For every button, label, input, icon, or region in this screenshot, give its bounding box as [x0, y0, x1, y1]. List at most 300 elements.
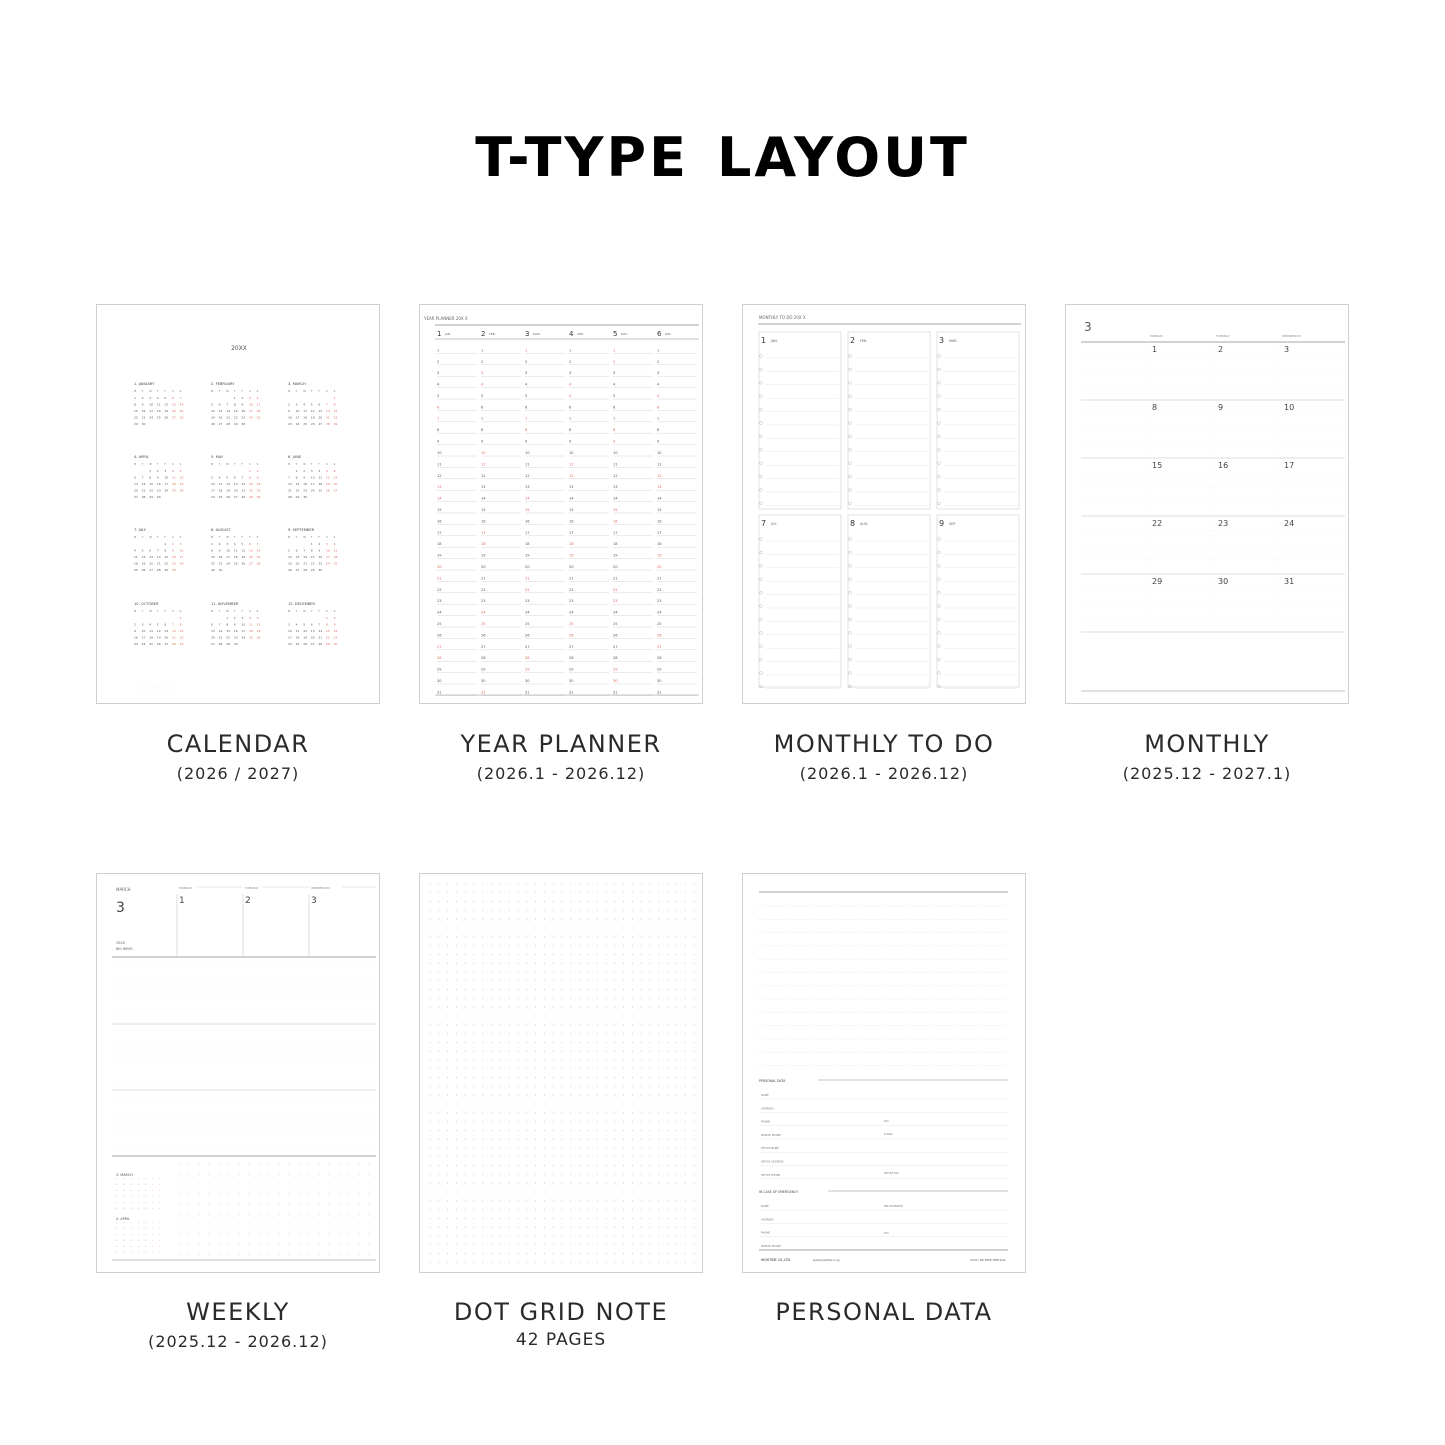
dot-grid-dot [465, 883, 466, 884]
dot-grid-dot [553, 1235, 554, 1236]
dot-grid-dot [597, 1200, 598, 1201]
dot-grid-dot [649, 1033, 650, 1034]
calendar-day: 18 [156, 409, 161, 413]
calendar-day: 26 [303, 642, 308, 646]
year-planner-day: 23 [481, 599, 486, 604]
calendar-day: 30 [318, 568, 323, 572]
dot-grid-dot [456, 945, 457, 946]
dot-grid-dot [526, 971, 527, 972]
dot-grid-dot [517, 1095, 518, 1096]
dot-grid-dot [579, 901, 580, 902]
calendar-day: 18 [303, 415, 308, 420]
dot-grid-dot [605, 1209, 606, 1210]
dot-grid-dot [473, 1165, 474, 1166]
year-planner-day: 15 [525, 508, 530, 512]
dot-grid-dot [465, 1209, 466, 1210]
calendar-day: 27 [211, 642, 215, 646]
dot-grid-dot [465, 1262, 466, 1263]
year-planner-day: 12 [481, 473, 486, 478]
dot-grid-dot [456, 954, 457, 955]
weekly-mini-day: · [137, 1250, 139, 1255]
dot-grid-dot [553, 883, 554, 884]
dot-grid-dot [526, 1007, 527, 1008]
dot-grid-dot [456, 1042, 457, 1043]
dot-grid-dot [658, 883, 659, 884]
year-planner-day: 23 [613, 599, 618, 604]
dot-grid-dot [588, 1121, 589, 1122]
dot-grid-dot [517, 936, 518, 937]
dot-grid-dot [553, 919, 554, 920]
dot-grid-dot [667, 1200, 668, 1201]
calendar-day: 7 [179, 396, 182, 400]
calendar-weekday: F [164, 536, 166, 539]
monthly-todo-checkbox [938, 448, 941, 451]
calendar-day: 5 [241, 542, 244, 546]
dot-grid-dot [588, 1015, 589, 1016]
dot-grid-dot [632, 1103, 633, 1104]
dot-grid-dot [491, 1077, 492, 1078]
dot-grid-dot [509, 1227, 510, 1228]
caption-calendar: CALENDAR [166, 730, 310, 758]
weekly-mini-day: · [137, 1194, 139, 1199]
dot-grid-dot [693, 998, 694, 999]
dot-grid-dot [500, 1200, 501, 1201]
dot-grid-dot [438, 1121, 439, 1122]
dot-grid-dot [561, 1147, 562, 1148]
dot-grid-dot [473, 1024, 474, 1025]
weekly-dot [179, 1234, 180, 1235]
dot-grid-dot [623, 1130, 624, 1131]
dot-grid-dot [544, 1200, 545, 1201]
dot-grid-dot [667, 1209, 668, 1210]
dot-grid-dot [429, 1086, 430, 1087]
dot-grid-dot [429, 1139, 430, 1140]
dot-grid-dot [597, 1174, 598, 1175]
calendar-weekday: F [241, 610, 243, 613]
dot-grid-dot [438, 1218, 439, 1219]
weekly-dot [299, 1194, 300, 1195]
calendar-weekday: W [303, 536, 306, 539]
dot-grid-dot [641, 1147, 642, 1148]
dot-grid-dot [535, 963, 536, 964]
dot-grid-dot [517, 1165, 518, 1166]
calendar-day: 5 [310, 402, 313, 407]
year-planner-day: 12 [569, 473, 574, 478]
dot-grid-dot [667, 1235, 668, 1236]
dot-grid-dot [570, 963, 571, 964]
year-planner-day: 11 [657, 462, 662, 467]
weekly-dot [359, 1224, 360, 1225]
dot-grid-dot [447, 1200, 448, 1201]
monthly-todo-checkbox [938, 578, 941, 581]
dot-grid-dot [641, 1139, 642, 1140]
dot-grid-dot [544, 1156, 545, 1157]
calendar-weekday: W [303, 390, 306, 393]
caption-monthly-todo: MONTHLY TO DO [773, 730, 995, 758]
calendar-month-label: 9. SEPTEMBER [288, 528, 315, 532]
dot-grid-dot [447, 883, 448, 884]
dot-grid-dot [438, 1024, 439, 1025]
personal-data-field: OFFICE ADDRESS [761, 1160, 784, 1164]
dot-grid-dot [473, 998, 474, 999]
dot-grid-dot [447, 1086, 448, 1087]
calendar-day: 3 [310, 469, 313, 473]
calendar-weekday: T [295, 463, 298, 466]
dot-grid-dot [570, 1165, 571, 1166]
dot-grid-dot [526, 1112, 527, 1113]
weekly-dot [269, 1244, 270, 1245]
monthly-todo-checkbox [760, 672, 763, 675]
dot-grid-dot [500, 989, 501, 990]
year-planner-day: 13 [657, 485, 662, 490]
dot-grid-dot [473, 1262, 474, 1263]
weekly-mini-day: · [152, 1206, 154, 1211]
dot-grid-dot [614, 1139, 615, 1140]
dot-grid-dot [693, 971, 694, 972]
calendar-weekday: S [179, 390, 182, 393]
dot-grid-dot [623, 1139, 624, 1140]
year-planner-day: 17 [437, 530, 442, 535]
dot-grid-dot [553, 989, 554, 990]
dot-grid-dot [438, 936, 439, 937]
weekly-dot [219, 1224, 220, 1225]
weekly-mini-day: · [116, 1220, 118, 1225]
dot-grid-dot [491, 883, 492, 884]
dot-grid-dot [649, 1095, 650, 1096]
calendar-weekday: M [288, 536, 291, 539]
dot-grid-dot [465, 945, 466, 946]
dot-grid-dot [429, 883, 430, 884]
calendar-day: 25 [233, 561, 238, 566]
year-planner-day: 11 [525, 462, 530, 467]
dot-grid-dot [500, 1218, 501, 1219]
dot-grid-dot [535, 1015, 536, 1016]
weekly-mini-day: · [137, 1220, 139, 1225]
dot-grid-dot [658, 1235, 659, 1236]
dot-grid-dot [473, 1033, 474, 1034]
year-planner-day: 13 [437, 485, 442, 490]
dot-grid-dot [588, 892, 589, 893]
calendar-day: 19 [288, 561, 292, 566]
calendar-day: 28 [256, 561, 261, 566]
year-planner-day: 29 [525, 667, 530, 672]
dot-grid-dot [632, 1209, 633, 1210]
dot-grid-dot [465, 980, 466, 981]
dot-grid-dot [579, 1262, 580, 1263]
monthly-weekday: TUESDAY [1216, 334, 1230, 338]
calendar-day: 2 [141, 396, 144, 400]
weekly-dot [329, 1224, 330, 1225]
dot-grid-dot [438, 1227, 439, 1228]
monthly-todo-checkbox [938, 631, 941, 634]
weekly-thumbnail [96, 873, 380, 1273]
dot-grid-dot [517, 963, 518, 964]
dot-grid-dot [491, 1200, 492, 1201]
calendar-day: 17 [326, 555, 330, 559]
calendar-day: 12 [226, 482, 231, 486]
calendar-weekday: T [141, 463, 144, 466]
dot-grid-dot [667, 1121, 668, 1122]
weekly-dot [269, 1174, 270, 1175]
title-part1: T-TYPE [475, 126, 689, 189]
weekly-mini-day: · [123, 1238, 125, 1243]
weekly-mini-day: · [116, 1200, 118, 1205]
dot-grid-dot [456, 998, 457, 999]
dot-grid-dot [526, 1253, 527, 1254]
calendar-day: 9 [241, 402, 244, 407]
dot-grid-dot [561, 1112, 562, 1113]
dot-grid-dot [685, 936, 686, 937]
weekly-dot [189, 1174, 190, 1175]
year-planner-day: 6 [657, 405, 660, 410]
calendar-day: 14 [156, 555, 161, 559]
dot-grid-dot [561, 1244, 562, 1245]
dot-grid-dot [553, 936, 554, 937]
weekly-dot [259, 1224, 260, 1225]
dot-grid-dot [632, 1130, 633, 1131]
weekly-mini-day: · [152, 1220, 154, 1225]
dot-grid-dot [465, 901, 466, 902]
dot-grid-dot [579, 883, 580, 884]
calendar-day: 19 [211, 415, 215, 420]
dot-grid-dot [544, 1015, 545, 1016]
dot-grid-dot [553, 1174, 554, 1175]
dot-grid-dot [570, 1068, 571, 1069]
year-planner-day: 17 [657, 530, 662, 535]
dot-grid-dot [658, 1218, 659, 1219]
dot-grid-dot [588, 1068, 589, 1069]
dot-grid-dot [570, 892, 571, 893]
dot-grid-dot [605, 1235, 606, 1236]
dot-grid-dot [500, 1174, 501, 1175]
dot-grid-dot [429, 1209, 430, 1210]
dot-grid-dot [517, 883, 518, 884]
dot-grid-dot [491, 963, 492, 964]
weekly-dot [259, 1164, 260, 1165]
weekly-dot [329, 1184, 330, 1185]
dot-grid-dot [473, 1183, 474, 1184]
calendar-day: 3 [226, 542, 229, 546]
year-planner-day: 3 [613, 371, 616, 376]
calendar-day: 20 [218, 415, 223, 420]
calendar-day: 21 [172, 635, 176, 640]
dot-grid-dot [465, 1165, 466, 1166]
dot-grid-dot [553, 1209, 554, 1210]
dot-grid-dot [491, 1086, 492, 1087]
dot-grid-dot [641, 1130, 642, 1131]
weekly-dot [189, 1244, 190, 1245]
dot-grid-dot [641, 945, 642, 946]
dot-grid-dot [473, 919, 474, 920]
dot-grid-dot [447, 1165, 448, 1166]
dot-grid-dot [623, 1059, 624, 1060]
dot-grid-dot [623, 892, 624, 893]
dot-grid-dot [614, 1200, 615, 1201]
dot-grid-dot [649, 901, 650, 902]
calendar-month-label: 7. JULY [134, 528, 146, 532]
dot-grid-dot [553, 1015, 554, 1016]
year-planner-day: 19 [525, 553, 530, 558]
dot-grid-dot [553, 945, 554, 946]
dot-grid-dot [517, 1253, 518, 1254]
calendar-day: 28 [172, 642, 176, 646]
dot-grid-dot [482, 1051, 483, 1052]
calendar-day: 22 [211, 561, 215, 566]
dot-grid-dot [500, 919, 501, 920]
dot-grid-dot [456, 1235, 457, 1236]
dot-grid-dot [465, 892, 466, 893]
weekly-mini-day: · [144, 1250, 147, 1255]
calendar-day: 16 [233, 629, 238, 633]
dot-grid-dot [517, 1051, 518, 1052]
weekly-dot [329, 1194, 330, 1195]
dot-grid-dot [605, 1095, 606, 1096]
dot-grid-dot [465, 1156, 466, 1157]
dot-grid-dot [588, 1112, 589, 1113]
dot-grid-dot [509, 892, 510, 893]
dot-grid-dot [517, 1147, 518, 1148]
calendar-weekday: W [226, 536, 229, 539]
dot-grid-dot [588, 1103, 589, 1104]
calendar-day: 9 [288, 409, 290, 413]
calendar-day: 10 [141, 629, 146, 633]
dot-grid-dot [588, 1095, 589, 1096]
year-planner-day: 3 [481, 371, 484, 376]
dot-grid-dot [500, 1068, 501, 1069]
dot-grid-dot [447, 1227, 448, 1228]
calendar-day: 12 [310, 409, 315, 413]
dot-grid-dot [649, 1077, 650, 1078]
weekly-dot [219, 1204, 220, 1205]
monthly-todo-checkbox [849, 368, 852, 371]
monthly-todo-checkbox [760, 658, 763, 661]
dot-grid-dot [570, 998, 571, 999]
dot-grid-dot [676, 998, 677, 999]
dot-grid-dot [685, 1156, 686, 1157]
weekly-dot [269, 1194, 270, 1195]
calendar-day: 15 [233, 409, 238, 413]
dot-grid-dot [500, 1147, 501, 1148]
year-planner-month-name: FEB. [489, 332, 496, 336]
dot-grid-dot [579, 1253, 580, 1254]
weekly-dot [349, 1204, 350, 1205]
personal-data-preview [743, 874, 1026, 1273]
calendar-weekday: T [141, 536, 144, 539]
calendar-day: 7 [288, 475, 290, 480]
monthly-thumbnail [1065, 304, 1349, 704]
dot-grid-dot [553, 1121, 554, 1122]
weekly-dot [329, 1214, 330, 1215]
dot-grid-dot [605, 1183, 606, 1184]
calendar-weekday: M [211, 463, 214, 466]
dot-grid-dot [526, 1227, 527, 1228]
dot-grid-dot [658, 1103, 659, 1104]
dot-grid-dot [500, 1095, 501, 1096]
dot-grid-dot [685, 963, 686, 964]
weekly-mini-day: · [159, 1194, 161, 1199]
dot-grid-dot [623, 980, 624, 981]
year-planner-day: 10 [657, 451, 662, 455]
dot-grid-dot [509, 1200, 510, 1201]
weekly-dot [249, 1174, 250, 1175]
dot-grid-dot [605, 1174, 606, 1175]
dot-grid-dot [500, 936, 501, 937]
dot-grid-dot [473, 1015, 474, 1016]
dot-grid-dot [544, 1086, 545, 1087]
dot-grid-dot [456, 1139, 457, 1140]
year-planner-month-num: 4 [569, 330, 574, 338]
calendar-day: 14 [326, 409, 330, 413]
dot-grid-dot [693, 1068, 694, 1069]
weekly-dot [179, 1254, 180, 1255]
dot-grid-dot [447, 954, 448, 955]
weekly-dot [369, 1184, 370, 1185]
dot-grid-dot [658, 910, 659, 911]
year-planner-day: 26 [481, 633, 486, 638]
year-planner-day: 26 [569, 633, 574, 638]
calendar-day: 14 [226, 409, 231, 413]
calendar-day: 2 [318, 542, 321, 546]
monthly-todo-checkbox [760, 618, 763, 621]
calendar-weekday: W [226, 390, 229, 393]
dot-grid-dot [535, 1235, 536, 1236]
dot-grid-dot [473, 1007, 474, 1008]
dot-grid-dot [685, 1121, 686, 1122]
year-planner-day: 9 [569, 439, 572, 444]
monthly-todo-checkbox [760, 435, 763, 438]
dot-grid-dot [588, 971, 589, 972]
dot-grid-dot [509, 1042, 510, 1043]
dot-grid-dot [491, 919, 492, 920]
calendar-day: 15 [164, 555, 169, 559]
dot-grid-dot [641, 1077, 642, 1078]
weekly-mini-day: · [137, 1182, 139, 1187]
year-planner-day: 15 [657, 508, 662, 512]
dot-grid-dot [605, 1033, 606, 1034]
dot-grid-dot [509, 1130, 510, 1131]
dot-grid-dot [676, 1059, 677, 1060]
dot-grid-dot [579, 1033, 580, 1034]
dot-grid-dot [465, 1033, 466, 1034]
dot-grid-dot [605, 954, 606, 955]
calendar-day: 6 [333, 469, 336, 473]
dot-grid-dot [500, 910, 501, 911]
monthly-todo-checkbox [760, 368, 763, 371]
dot-grid-dot [693, 1218, 694, 1219]
calendar-weekday: S [249, 463, 251, 466]
year-planner-day: 24 [481, 610, 486, 615]
dot-grid-dot [553, 1086, 554, 1087]
dot-grid-dot [667, 1007, 668, 1008]
monthly-todo-checkbox [938, 381, 941, 384]
calendar-day: 19 [326, 482, 330, 486]
dot-grid-dot [561, 1095, 562, 1096]
dot-grid-dot [517, 954, 518, 955]
dot-grid-dot [597, 1095, 598, 1096]
year-planner-day: 22 [525, 587, 530, 592]
weekly-mini-day: · [116, 1244, 118, 1249]
dot-grid-dot [526, 936, 527, 937]
weekly-dot [289, 1224, 290, 1225]
dot-grid-dot [456, 1244, 457, 1245]
dot-grid-dot [676, 892, 677, 893]
calendar-day: 23 [241, 415, 246, 420]
weekly-dot [319, 1194, 320, 1195]
calendar-day: 9 [141, 402, 144, 407]
dot-grid-dot [553, 1183, 554, 1184]
dot-grid-dot [500, 1051, 501, 1052]
weekly-dot [249, 1214, 250, 1215]
